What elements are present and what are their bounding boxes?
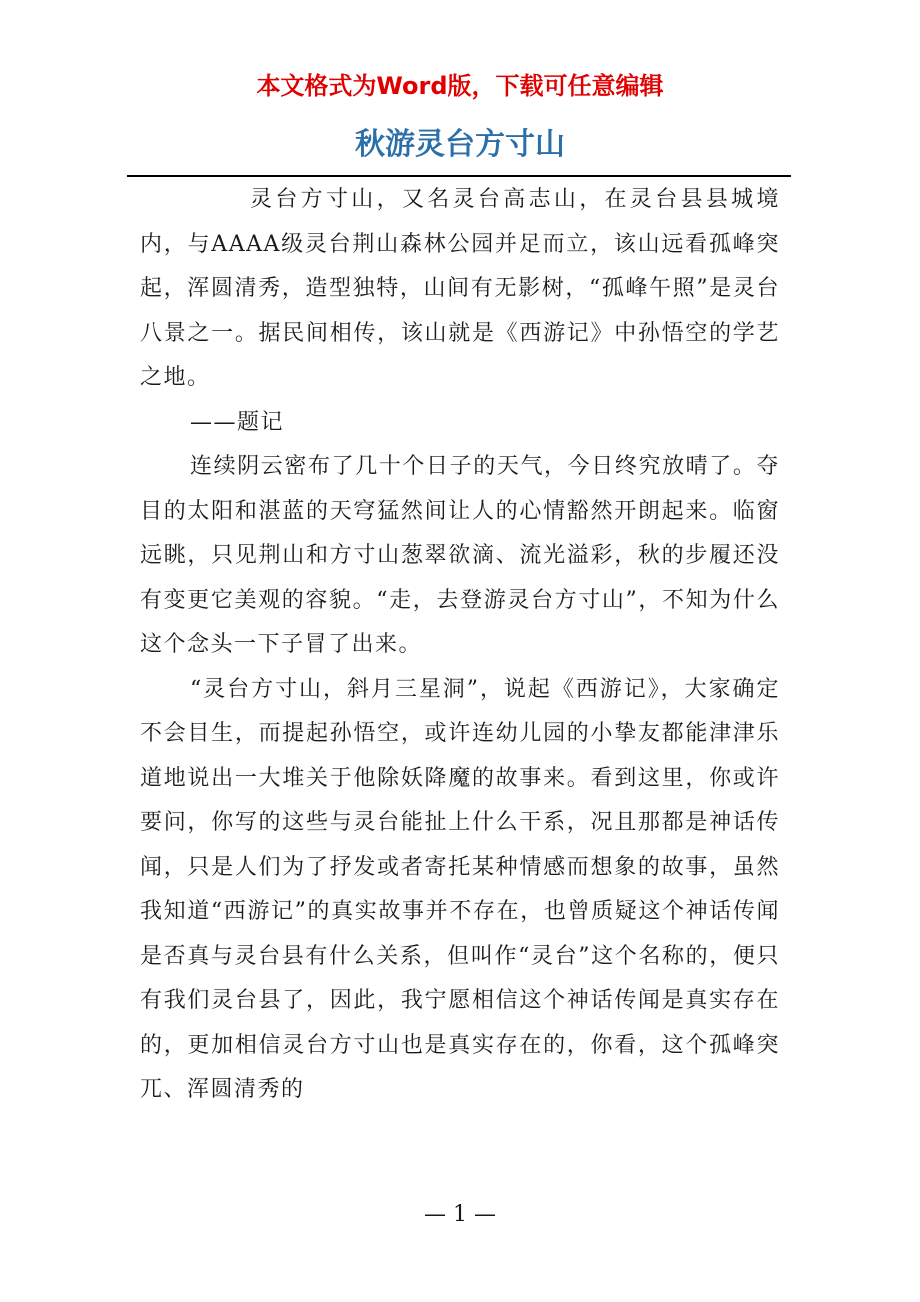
format-banner: 本文格式为Word版，下载可任意编辑 (256, 72, 664, 100)
title-divider (127, 175, 791, 177)
body-paragraph: 连续阴云密布了几十个日子的天气，今日终究放晴了。夺目的太阳和湛蓝的天穹猛然间让人的心情豁然开朗起来。临窗远眺，只见荆山和方寸山葱翠欲滴、流光溢彩，秋的步履还没有变更它美观的容貌。“走，去登游灵台方寸山”，不知为什么这个念头一下子冒了出来。 (140, 454, 780, 657)
page-number: — 1 — (424, 1202, 496, 1227)
article-body (140, 178, 780, 1113)
page-title: 秋游灵台方寸山 (355, 127, 565, 162)
inscription-signature: ——题记 (190, 409, 285, 435)
intro-paragraph: 灵台方寸山，又名灵台高志山，在灵台县县城境内，与AAAA级灵台荆山森林公园并足而立，该山远看孤峰突起，浑圆清秀，造型独特，山间有无影树，“孤峰午照”是灵台八景之一。据民间相传，该山就是《西游记》中孙悟空的学艺之地。 (140, 187, 780, 390)
body-paragraph: “灵台方寸山，斜月三星洞”，说起《西游记》，大家确定不会目生，而提起孙悟空，或许连幼儿园的小挚友都能津津乐道地说出一大堆关于他除妖降魔的故事来。看到这里，你或许要问，你写的这些与灵台能扯上什么干系，况且那都是神话传闻，只是人们为了抒发或者寄托某种情感而想象的故事，虽然我知道“西游记”的真实故事并不存在，也曾质疑这个神话传闻是否真与灵台县有什么关系，但叫作“灵台”这个名称的，便只有我们灵台县了，因此，我宁愿相信这个神话传闻是真实存在的，更加相信灵台方寸山也是真实存在的，你看，这个孤峰突兀、浑圆清秀的 (140, 676, 780, 1102)
